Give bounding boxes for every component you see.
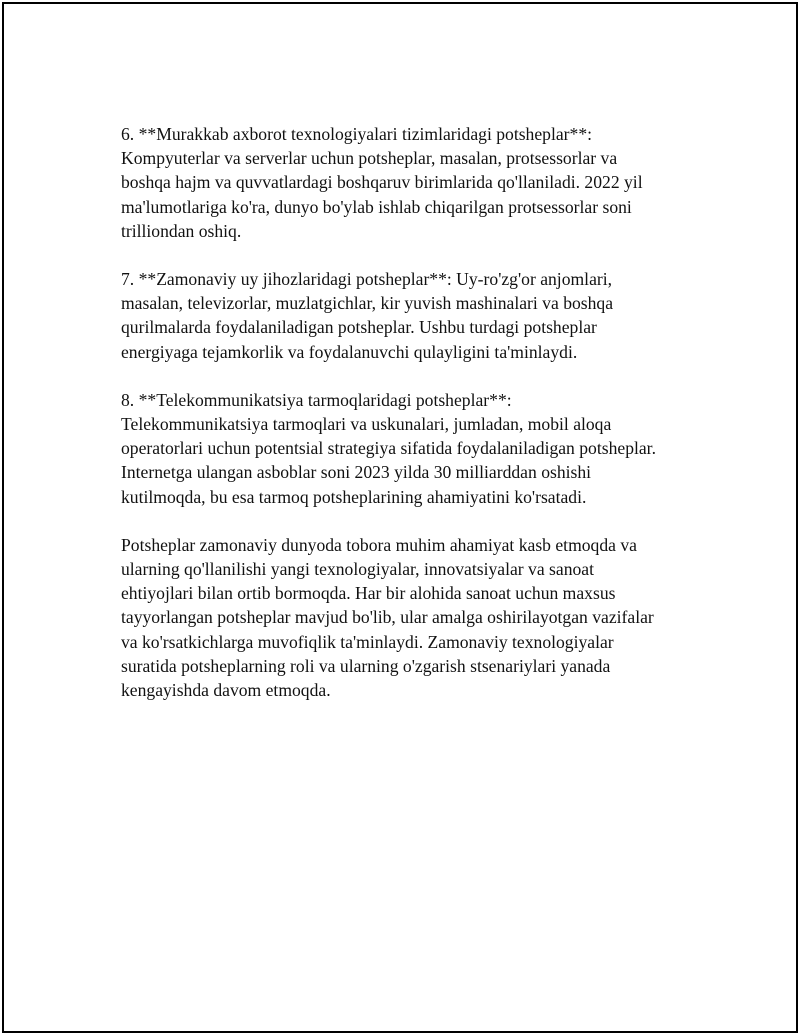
paragraph-item-7: 7. **Zamonaviy uy jihozlaridagi potsheplar**: Uy-ro'zg'or anjomlari, masalan, televizorlar, muzlatgichlar, kir yuvish mashinalari va boshqa qurilmalarda foydalaniladigan potsheplar. Ushbu turdagi potsheplar energiyaga tejamkorlik va foydalanuvchi qulayligini ta'minlaydi. — [121, 269, 614, 362]
paragraph-item-6: 6. **Murakkab axborot texnologiyalari tizimlaridagi potsheplar**: Kompyuterlar va serverlar uchun potsheplar, masalan, protsessorlar va boshqa hajm va quvvatlardagi boshqaruv birimlarida qo'llaniladi. 2022 yil ma'lumotlariga ko'ra, dunyo bo'ylab ishlab chiqarilgan protsessorlar soni trilliondan oshiq. — [121, 124, 643, 241]
document-body — [121, 122, 721, 726]
conclusion-paragraph: Potsheplar zamonaviy dunyoda tobora muhim ahamiyat kasb etmoqda va ularning qo'llanilishi yangi texnologiyalar, innovatsiyalar va sanoat ehtiyojlari bilan ortib bormoqda. Har bir alohida sanoat uchun maxsus tayyorlangan potsheplar mavjud bo'lib, ular amalga oshirilayotgan vazifalar va ko'rsatkichlarga muvofiqlik ta'minlaydi. Zamonaviy texnologiyalar suratida potsheplarning roli va ularning o'zgarish stsenariylari yanada kengayishda davom etmoqda. — [121, 534, 654, 701]
document-page — [2, 2, 798, 1033]
paragraph-item-8: 8. **Telekommunikatsiya tarmoqlaridagi potsheplar**: Telekommunikatsiya tarmoqlari va uskunalari, jumladan, mobil aloqa operatorlari uchun potentsial strategiya sifatida foydalaniladigan potsheplar. Internetga ulangan asboblar soni 2023 yilda 30 milliarddan oshishi kutilmoqda, bu esa tarmoq potsheplarining ahamiyatini ko'rsatadi. — [121, 389, 656, 507]
